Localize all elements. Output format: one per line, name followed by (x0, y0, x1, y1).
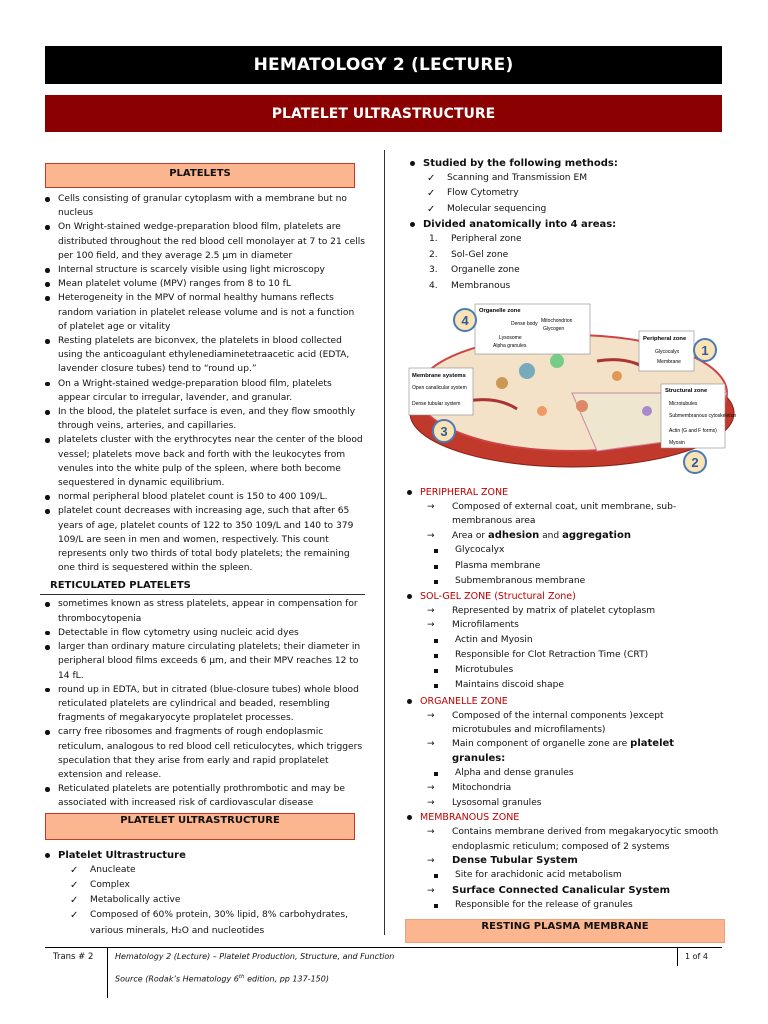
method-item: ✓ Flow Cytometry (427, 186, 725, 201)
arrow-icon: → (427, 827, 435, 838)
dense-tubular-sublist (405, 868, 725, 883)
platelet-diagram-svg (407, 301, 737, 481)
organelle-zone-section (405, 694, 725, 811)
glycogen-label: Glycogen (543, 326, 565, 333)
checkmark-icon: ✓ (70, 864, 79, 876)
zone-3-number: 3 (440, 424, 448, 440)
ultrastructure-check-item: ✓ Anucleate (70, 863, 365, 878)
method-item: ✓ Molecular sequencing (427, 202, 725, 217)
platelets-bullet: normal peripheral blood platelet count is 150 to 400 109/L. (40, 490, 365, 504)
peripheral-sublist (405, 543, 725, 589)
area-item: 4. Membranous (429, 279, 725, 295)
organelle-item: → Main component of organelle zone are platelet granules: (427, 738, 675, 764)
dense-tubular-label: Dense tubular system (412, 401, 461, 408)
section-title: PLATELET ULTRASTRUCTURE (45, 95, 722, 132)
page-footer (45, 947, 722, 998)
platelets-bullet: platelet count decreases with increasing age, such that after 65 years of age, platelet counts of 122 to 350 109/L and 140 to 379 109/L are seen in men and women, respectively. This count represents only two thirds of total body platelets; the remaining one third is sequestered within the spleen. (40, 504, 365, 575)
left-column (40, 160, 365, 939)
solgel-subitem: Microtubules (431, 663, 725, 678)
submembranous-cytoskeleton-label: Submembranous cytoskeleton (669, 413, 737, 420)
peripheral-subitem: Plasma membrane (431, 559, 725, 574)
membrane-label: Membrane (657, 359, 681, 366)
glycocalyx-label: Glycocalyx (655, 349, 680, 356)
peripheral-zone-label: Peripheral zone (643, 336, 687, 343)
solgel-subitem: Actin and Myosin (431, 633, 725, 648)
platelets-bullet: Resting platelets are biconvex, the platelets in blood collected using the anticoagulant ethylenediaminetetraacetic acid (EDTA, lavender closure tubes) tend to “round up.” (40, 334, 365, 377)
platelets-bullet: In the blood, the platelet surface is even, and they flow smoothly through veins, arteries, and capillaries. (40, 405, 365, 433)
divided-bullet: Divided anatomically into 4 areas: (405, 217, 725, 232)
platelets-bullet: On a Wright-stained wedge-preparation blood film, platelets appear circular to irregular, lavender, and granular. (40, 377, 365, 405)
myosin-label: Myosin (669, 440, 685, 447)
right-column (405, 156, 737, 943)
reticulated-header: RETICULATED PLATELETS (40, 579, 365, 595)
reticulated-bullet: round up in EDTA, but in citrated (blue-closure tubes) whole blood reticulated platelets are cylindrical and beaded, resembling fragments of megakaryocyte proplatelet processes. (40, 683, 365, 726)
platelets-list (40, 192, 365, 575)
reticulated-list (40, 597, 365, 810)
zone-2-number: 2 (691, 455, 699, 471)
organelle-zone-label: Organelle zone (479, 308, 521, 315)
reticulated-bullet: sometimes known as stress platelets, appear in compensation for thrombocytopenia (40, 597, 365, 625)
column-divider (384, 150, 385, 935)
solgel-subitem: Maintains discoid shape (431, 678, 725, 693)
areas-list (405, 232, 725, 295)
footer-course-title: Hematology 2 (Lecture) – Platelet Production, Structure, and Function (115, 952, 395, 961)
footer-divider (107, 948, 108, 998)
microtubules-label: Microtubules (669, 401, 698, 408)
mitochondrion-label: Mitochondrion (541, 318, 573, 325)
platelets-bullet: platelets cluster with the erythrocytes near the center of the blood vessel; platelets move back and forth with the leukocytes from venules into the white pulp of the spleen, where both become sequestered in dynamic equilibrium. (40, 433, 365, 490)
reticulated-bullet: larger than ordinary mature circulating platelets; their diameter in peripheral blood films exceeds 6 µm, and their MPV reaches 12 to 14 fL. (40, 640, 365, 683)
checkmark-icon: ✓ (70, 879, 79, 891)
arrow-icon: → (427, 885, 435, 896)
solgel-item: → Represented by matrix of platelet cytoplasm (427, 604, 725, 618)
platelets-bullet: On Wright-stained wedge-preparation blood film, platelets are distributed throughout the red blood cell monolayer at 7 to 21 cells per 100 field, and they average 2.5 µm in diameter (40, 220, 365, 263)
page-number: 1 of 4 (685, 952, 708, 961)
lysosome-label: Lysosome (499, 335, 522, 342)
peripheral-subitem: Glycocalyx (431, 543, 725, 558)
membranous-zone-title: MEMBRANOUS ZONE (405, 810, 725, 825)
solgel-zone-section (405, 589, 725, 694)
reticulated-bullet: carry free ribosomes and fragments of rough endoplasmic reticulum, analogous to red blood cell reticulocytes, which triggers speculation that they arise from early and rapid proplatelet extension and release. (40, 725, 365, 782)
footer-divider (677, 948, 678, 966)
area-item: 1. Peripheral zone (429, 232, 725, 248)
structural-zone-label: Structural zone (665, 388, 708, 395)
canalicular-subitem: Responsible for the release of granules (431, 898, 725, 913)
zone-4-number: 4 (461, 313, 469, 329)
ultrastructure-check-item: ✓ Complex (70, 878, 365, 893)
studied-bullet: Studied by the following methods: (405, 156, 725, 171)
platelets-bullet: Internal structure is scarcely visible using light microscopy (40, 263, 365, 277)
organelle-granule (642, 406, 652, 416)
document-title: HEMATOLOGY 2 (LECTURE) (45, 46, 722, 84)
alpha-granules-label: Alpha granules (493, 343, 527, 350)
organelle-granule (612, 371, 622, 381)
area-item: 3. Organelle zone (429, 263, 725, 279)
canalicular-sublist (405, 898, 725, 913)
reticulated-bullet: Reticulated platelets are potentially prothrombotic and may be associated with increased risk of cardiovascular disease (40, 782, 365, 810)
area-item: 2. Sol-Gel zone (429, 248, 725, 264)
ultrastructure-checklist (40, 863, 365, 939)
arrow-icon: → (427, 530, 435, 541)
dense-body-label: Dense body (511, 321, 538, 328)
item-number: 4. (429, 281, 438, 292)
membrane-systems-label: Membrane systems (412, 373, 466, 380)
membranous-item: → Surface Connected Canalicular System (427, 884, 725, 898)
arrow-icon: → (427, 739, 435, 750)
platelet-diagram (407, 301, 737, 481)
ultrastructure-header: PLATELET ULTRASTRUCTURE (45, 813, 355, 840)
peripheral-subitem: Submembranous membrane (431, 574, 725, 589)
checkmark-icon: ✓ (427, 203, 436, 215)
peripheral-item: → Composed of external coat, unit membrane, sub-membranous area (427, 502, 677, 527)
arrow-icon: → (427, 710, 435, 721)
arrow-icon: → (427, 502, 435, 513)
checkmark-icon: ✓ (70, 910, 79, 922)
zone-1-number: 1 (701, 343, 709, 359)
resting-membrane-header: RESTING PLASMA MEMBRANE (405, 919, 725, 943)
platelets-header: PLATELETS (45, 163, 355, 188)
organelle-subitem: Alpha and dense granules (431, 766, 725, 781)
ultrastructure-check-item: ✓ Metabolically active (70, 893, 365, 908)
organelle-item: → Composed of the internal components )except microtubules and microfilaments) (427, 710, 664, 735)
methods-list (405, 171, 725, 217)
checkmark-icon: ✓ (70, 895, 79, 907)
item-number: 1. (429, 233, 438, 244)
method-item: ✓ Scanning and Transmission EM (427, 171, 725, 186)
organelle-granule (550, 354, 564, 368)
solgel-sublist (405, 633, 725, 694)
organelle-granule (537, 406, 547, 416)
arrow-icon: → (427, 620, 435, 631)
membranous-item: → Dense Tubular System (427, 854, 725, 868)
organelle-zone-title: ORGANELLE ZONE (405, 694, 725, 709)
platelets-bullet: Cells consisting of granular cytoplasm with a membrane but no nucleus (40, 192, 365, 220)
checkmark-icon: ✓ (427, 173, 436, 184)
arrow-icon: → (427, 783, 435, 794)
arrow-icon: → (427, 855, 435, 866)
checkmark-icon: ✓ (427, 188, 436, 200)
arrow-icon: → (427, 797, 435, 808)
reticulated-bullet: Detectable in flow cytometry using nucleic acid dyes (40, 626, 365, 640)
organelle-granule (496, 377, 508, 389)
item-number: 2. (429, 249, 438, 260)
ultrastructure-check-item: ✓ Composed of 60% protein, 30% lipid, 8% carbohydrates, various minerals, H₂O and nucleotides (70, 910, 348, 936)
organelle-sublist (405, 766, 725, 781)
peripheral-item: → Area or adhesion and aggregation (427, 529, 725, 543)
arrow-icon: → (427, 605, 435, 616)
organelle-item: → Mitochondria (427, 781, 725, 795)
membranous-zone-section (405, 810, 725, 913)
organelle-granule (576, 400, 588, 412)
solgel-item: → Microfilaments (427, 618, 725, 632)
footer-source: Source (Rodak’s Hematology 6th edition, pp 137-150) (115, 974, 329, 984)
platelets-bullet: Mean platelet volume (MPV) ranges from 8 to 10 fL (40, 277, 365, 291)
item-number: 3. (429, 265, 438, 276)
solgel-zone-title: SOL-GEL ZONE (Structural Zone) (405, 589, 725, 604)
peripheral-zone-section (405, 485, 725, 589)
open-canalicular-label: Open canalicular system (412, 385, 467, 392)
dense-tubular-subitem: Site for arachidonic acid metabolism (431, 868, 725, 883)
organelle-granule (519, 363, 535, 379)
organelle-item: → Lysosomal granules (427, 796, 725, 810)
platelets-bullet: Heterogeneity in the MPV of normal healthy humans reflects random variation in platelet release volume and is not a function of platelet age or vitality (40, 291, 365, 334)
membranous-item: → Contains membrane derived from megakaryocytic smooth endoplasmic reticulum; composed of 2 systems (427, 827, 719, 852)
actin-label: Actin (G and F forms) (669, 428, 717, 435)
peripheral-zone-title: PERIPHERAL ZONE (405, 485, 725, 500)
trans-number: Trans # 2 (53, 952, 94, 962)
solgel-subitem: Responsible for Clot Retraction Time (CRT) (431, 648, 725, 663)
ultrastructure-bullet: Platelet Ultrastructure (40, 848, 365, 863)
